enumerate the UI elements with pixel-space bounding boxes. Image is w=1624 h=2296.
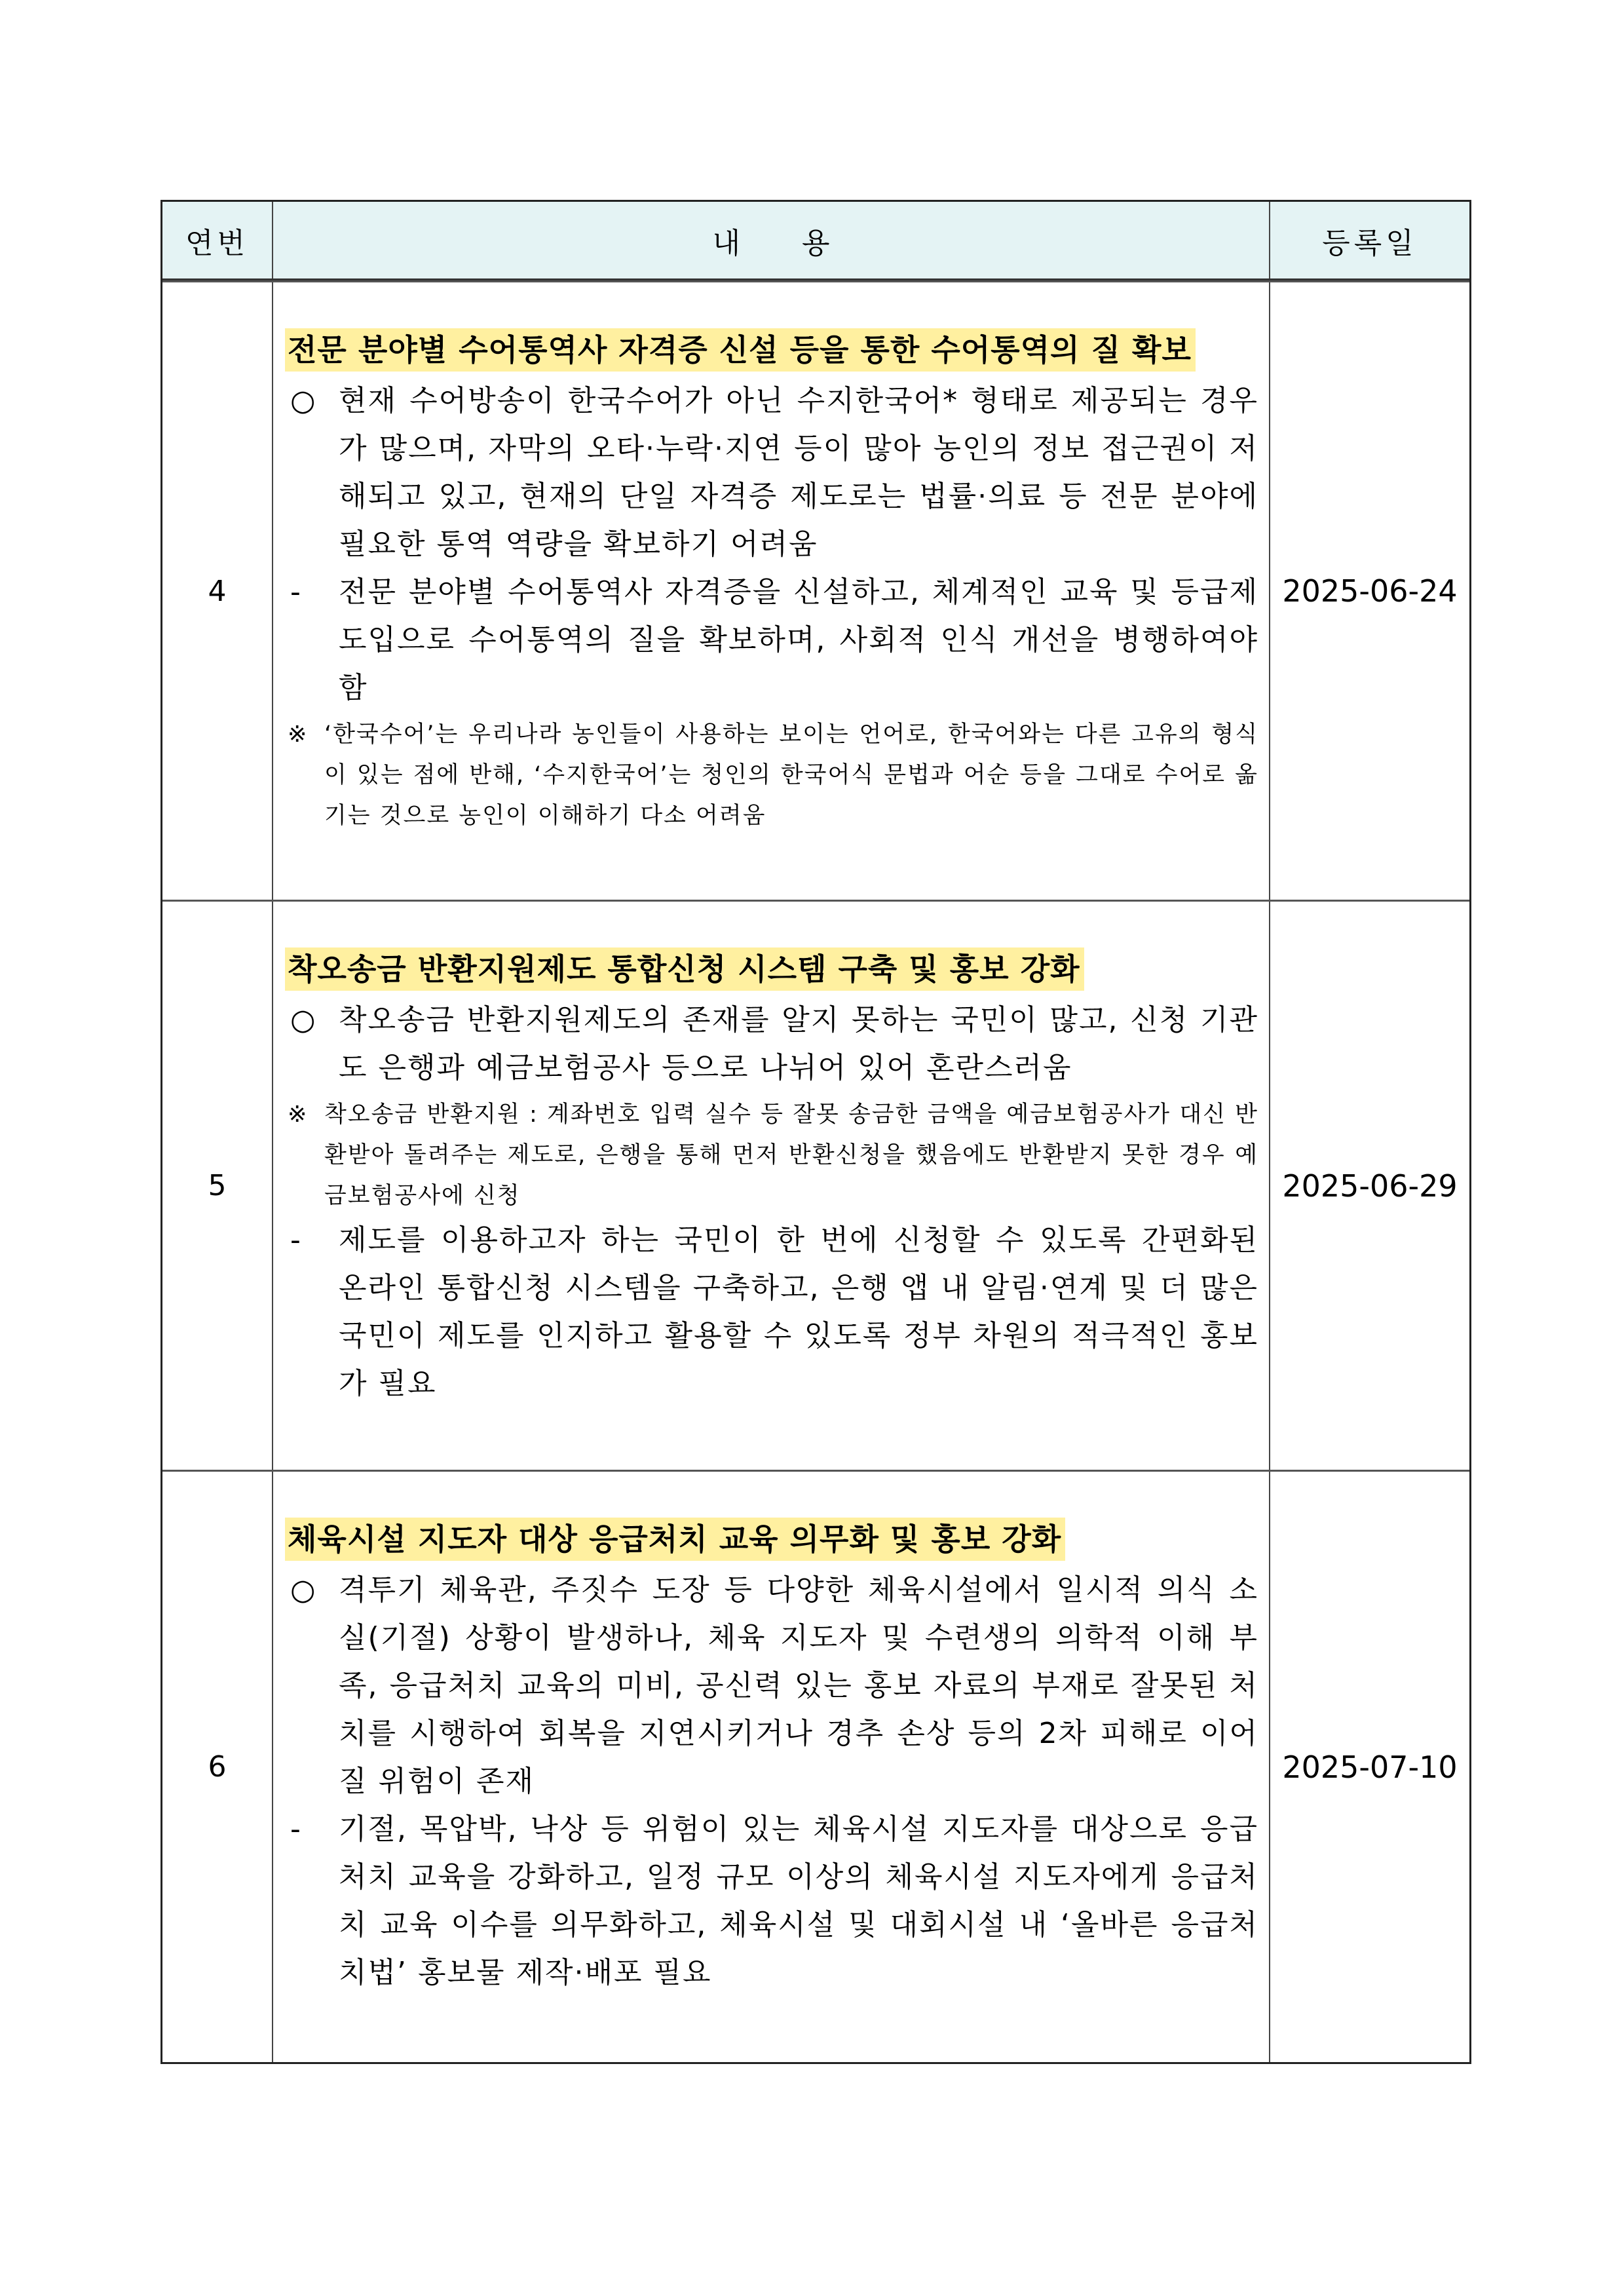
bullet-item [285, 1566, 1258, 1805]
header-date: 등록일 [1322, 226, 1418, 260]
bullet-item [285, 1805, 1258, 1997]
bullet-item [285, 1216, 1258, 1407]
bullet-item [285, 996, 1258, 1092]
bullet-text: 현재 수어방송이 한국수어가 아닌 수지한국어* 형태로 제공되는 경우가 많으며, 자막의 오타·누락·지연 등이 많아 농인의 정보 접근권이 저해되고 있고, 현재의 단일 자격증 제도로는 법률·의료 등 전문 분야에 필요한 통역 역량을 확보하기 어려움 [339, 384, 1258, 561]
reference-mark-icon: ※ [288, 721, 309, 748]
row-title: 체육시설 지도자 대상 응급처치 교육 의무화 및 홍보 강화 [285, 1518, 1065, 1561]
dash-bullet-icon: - [290, 1812, 302, 1846]
row-date: 2025-07-10 [1282, 1749, 1458, 1785]
dash-bullet-icon: - [290, 575, 302, 609]
footnote [285, 714, 1258, 836]
row-title: 전문 분야별 수어통역사 자격증 신설 등을 통한 수어통역의 질 확보 [285, 328, 1196, 372]
row-number: 5 [162, 902, 273, 1470]
circle-bullet-icon: ○ [290, 1573, 317, 1607]
table-row [162, 1470, 1469, 2062]
footnote-text: ‘한국수어’는 우리나라 농인들이 사용하는 보이는 언어로, 한국어와는 다른 고유의 형식이 있는 점에 반해, ‘수지한국어’는 청인의 한국어식 문법과 어순 등을 그대로 수어로 옮기는 것으로 농인이 이해하기 다소 어려움 [324, 721, 1258, 829]
row-number: 6 [162, 1472, 273, 2062]
row-content [273, 282, 1270, 900]
circle-bullet-icon: ○ [290, 384, 317, 417]
reference-mark-icon: ※ [288, 1101, 309, 1128]
dash-bullet-icon: - [290, 1223, 302, 1257]
circle-bullet-icon: ○ [290, 1003, 317, 1037]
bullet-text: 전문 분야별 수어통역사 자격증을 신설하고, 체계적인 교육 및 등급제 도입으로 수어통역의 질을 확보하며, 사회적 인식 개선을 병행하여야 함 [339, 575, 1258, 704]
table-row [162, 900, 1469, 1470]
footnote-text: 착오송금 반환지원 : 계좌번호 입력 실수 등 잘못 송금한 금액을 예금보험공사가 대신 반환받아 돌려주는 제도로, 은행을 통해 먼저 반환신청을 했음에도 반환받지 못한 경우 예금보험공사에 신청 [324, 1101, 1258, 1209]
header-content: 내 용 [273, 202, 1270, 278]
header-no: 연번 [162, 202, 273, 278]
table-header-row [162, 202, 1469, 280]
bullet-text: 격투기 체육관, 주짓수 도장 등 다양한 체육시설에서 일시적 의식 소실(기절) 상황이 발생하나, 체육 지도자 및 수련생의 의학적 이해 부족, 응급처치 교육의 미비, 공신력 있는 홍보 자료의 부재로 잘못된 처치를 시행하여 회복을 지연시키거나 경추 손상 등의 2차 피해로 이어질 위험이 존재 [339, 1573, 1259, 1798]
table-row [162, 280, 1469, 900]
row-title: 착오송금 반환지원제도 통합신청 시스템 구축 및 홍보 강화 [285, 947, 1084, 991]
bullet-text: 기절, 목압박, 낙상 등 위험이 있는 체육시설 지도자를 대상으로 응급처치 교육을 강화하고, 일정 규모 이상의 체육시설 지도자에게 응급처치 교육 이수를 의무화하고, 체육시설 및 대회시설 내 ‘올바른 응급처치법’ 홍보물 제작·배포 필요 [339, 1812, 1258, 1989]
row-date: 2025-06-29 [1282, 1168, 1458, 1204]
proposal-table [161, 200, 1471, 2064]
bullet-item [285, 377, 1258, 568]
row-number: 4 [162, 282, 273, 900]
row-content [273, 902, 1270, 1470]
bullet-text: 제도를 이용하고자 하는 국민이 한 번에 신청할 수 있도록 간편화된 온라인 통합신청 시스템을 구축하고, 은행 앱 내 알림·연계 및 더 많은 국민이 제도를 인지하고 활용할 수 있도록 정부 차원의 적극적인 홍보가 필요 [339, 1223, 1258, 1400]
row-content [273, 1472, 1270, 2062]
bullet-text: 착오송금 반환지원제도의 존재를 알지 못하는 국민이 많고, 신청 기관도 은행과 예금보험공사 등으로 나뉘어 있어 혼란스러움 [339, 1003, 1258, 1084]
footnote [285, 1094, 1258, 1216]
bullet-item [285, 568, 1258, 712]
row-date: 2025-06-24 [1282, 573, 1458, 609]
